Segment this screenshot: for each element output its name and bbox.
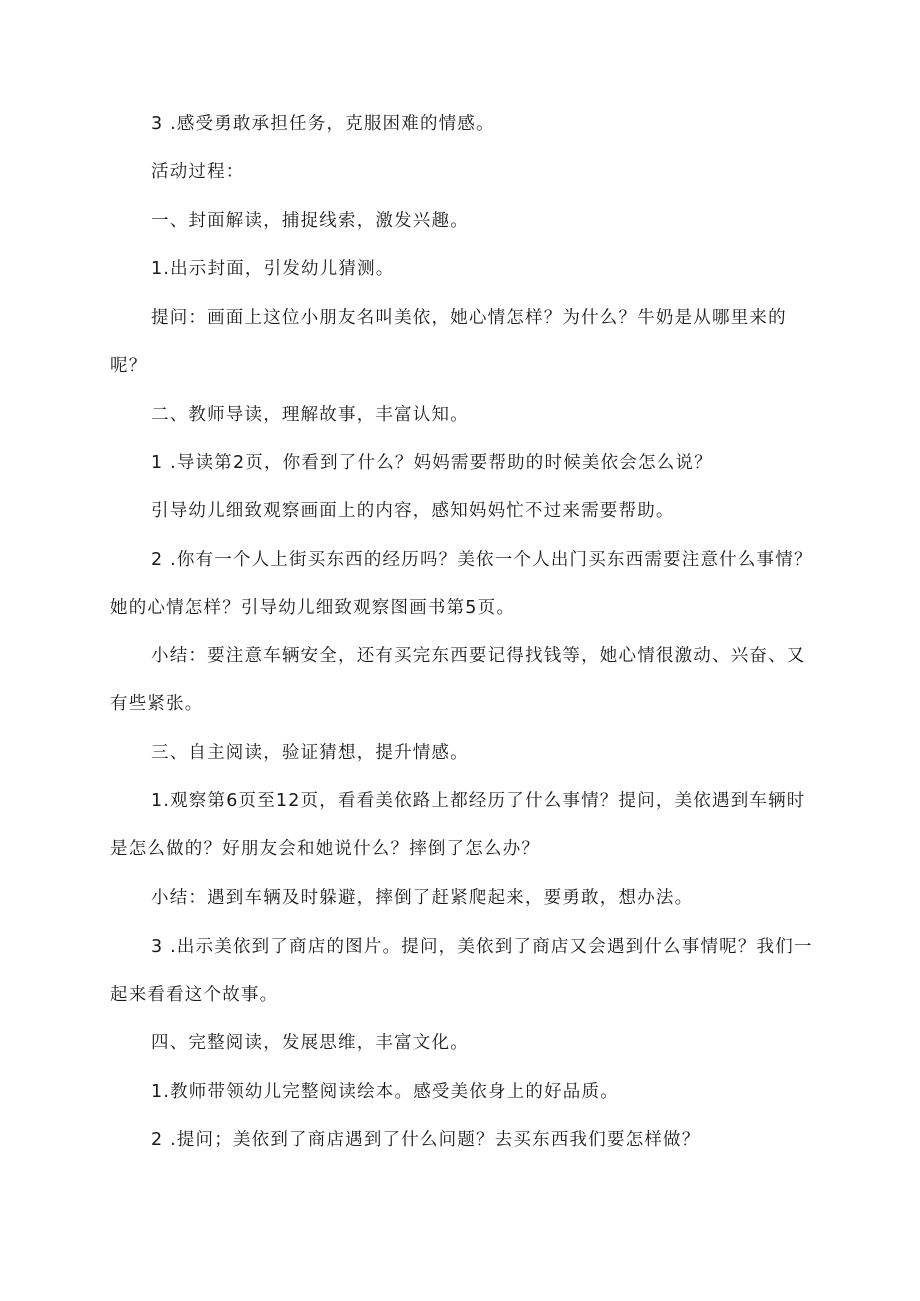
- section-heading-4: 四、完整阅读，发展思维，丰富文化。: [151, 1033, 469, 1053]
- paragraph-guide-observe: 引导幼儿细致观察画面上的内容，感知妈妈忙不过来需要帮助。: [151, 501, 675, 521]
- paragraph-question-cover: 提问：画面上这位小朋友名叫美依，她心情怎样？为什么？牛奶是从哪里来的呢？: [110, 308, 787, 376]
- paragraph-step-2-1: 1 .导读第2页，你看到了什么？妈妈需要帮助的时候美依会怎么说？: [151, 453, 713, 473]
- paragraph-step-4-2: 2 .提问；美依到了商店遇到了什么问题？去买东西我们要怎样做？: [151, 1130, 701, 1150]
- paragraph-summary-2: 小结：遇到车辆及时躲避，摔倒了赶紧爬起来，要勇敢，想办法。: [151, 888, 694, 908]
- paragraph-step-3-3: 3 .出示美依到了商店的图片。提问，美依到了商店又会遇到什么事情呢？我们一起来看看这个故事。: [110, 937, 813, 1005]
- paragraph-goal-3: 3 .感受勇敢承担任务，克服困难的情感。: [151, 114, 495, 134]
- paragraph-summary-1: 小结：要注意车辆安全，还有买完东西要记得找钱等，她心情很激动、兴奋、又有些紧张。: [110, 646, 806, 714]
- paragraph-step-4-1: 1.教师带领幼儿完整阅读绘本。感受美依身上的好品质。: [151, 1082, 619, 1102]
- paragraph-step-1-1: 1.出示封面，引发幼儿猜测。: [151, 259, 395, 279]
- section-heading-1: 一、封面解读，捕捉线索，激发兴趣。: [151, 211, 469, 231]
- paragraph-step-3-1: 1.观察第6页至12页，看看美依路上都经历了什么事情？提问，美依遇到车辆时是怎么做的？好朋友会和她说什么？摔倒了怎么办？: [110, 791, 806, 859]
- section-heading-2: 二、教师导读，理解故事，丰富认知。: [151, 405, 469, 425]
- section-heading-3: 三、自主阅读，验证猜想，提升情感。: [151, 743, 469, 763]
- heading-activity-process: 活动过程：: [151, 162, 245, 182]
- paragraph-step-2-2: 2 .你有一个人上街买东西的经历吗？美依一个人出门买东西需要注意什么事情？她的心情怎样？引导幼儿细致观察图画书第5页。: [110, 550, 813, 618]
